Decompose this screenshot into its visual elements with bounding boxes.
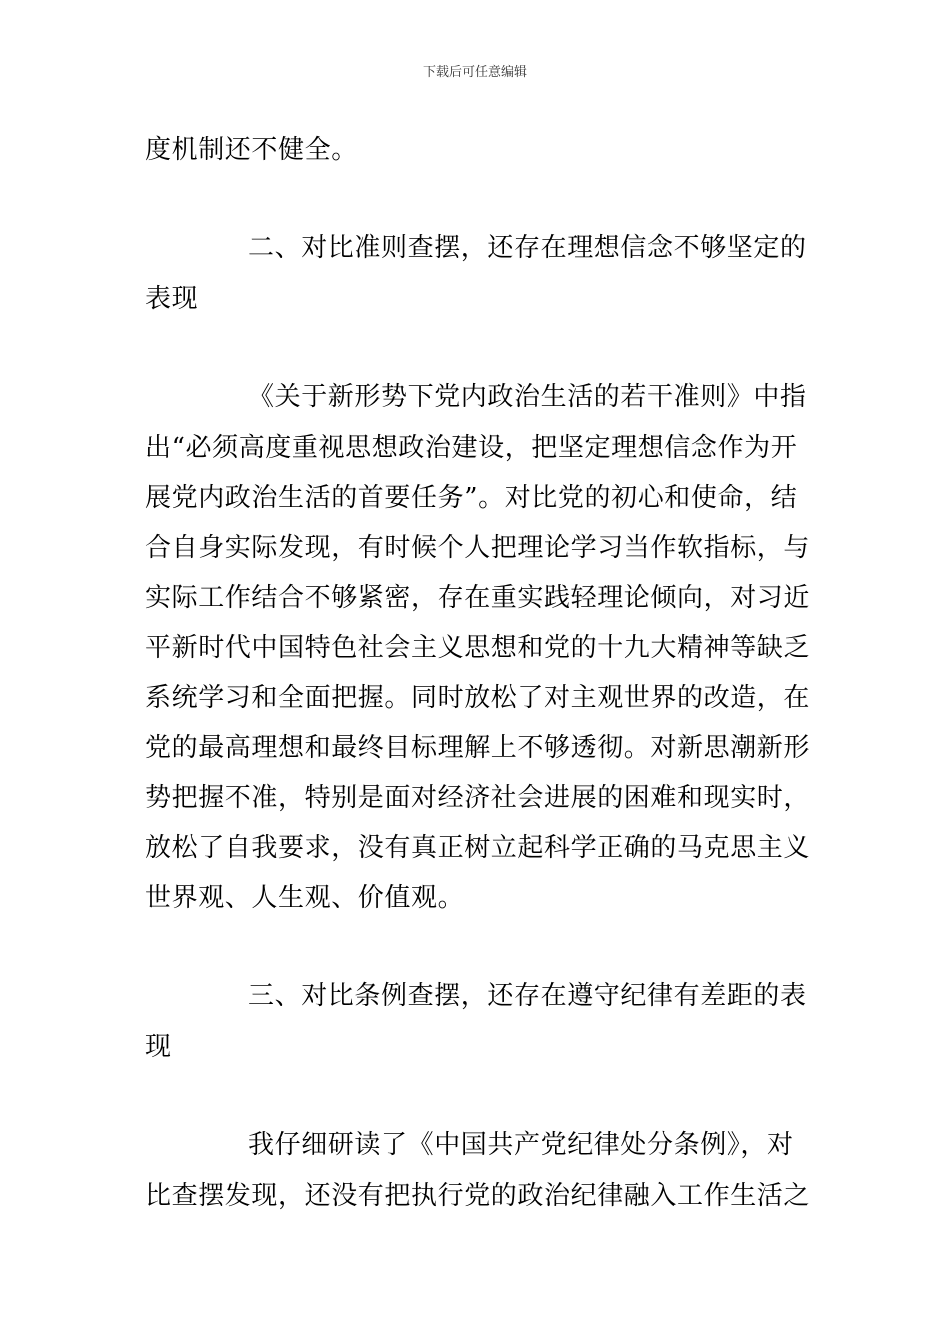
- paragraph-line: 系统学习和全面把握。同时放松了对主观世界的改造，在: [145, 683, 811, 713]
- paragraph-line: 合自身实际发现，有时候个人把理论学习当作软指标，与: [145, 533, 811, 563]
- section-heading-2-cont: 表现: [145, 284, 199, 314]
- paragraph-line: 展党内政治生活的首要任务”。对比党的初心和使命，结: [145, 483, 798, 513]
- paragraph-line: 我仔细研读了《中国共产党纪律处分条例》，对: [248, 1130, 794, 1160]
- paragraph-line: 世界观、人生观、价值观。: [145, 883, 465, 913]
- paragraph-line: 出“必须高度重视思想政治建设，把坚定理想信念作为开: [145, 433, 798, 463]
- paragraph-line: 放松了自我要求，没有真正树立起科学正确的马克思主义: [145, 833, 811, 863]
- paragraph-line: 《关于新形势下党内政治生活的若干准则》中指: [248, 382, 807, 412]
- paragraph-line: 平新时代中国特色社会主义思想和党的十九大精神等缺乏: [145, 633, 811, 663]
- paragraph-line: 党的最高理想和最终目标理解上不够透彻。对新思潮新形: [145, 733, 811, 763]
- paragraph-line: 比查摆发现，还没有把执行党的政治纪律融入工作生活之: [145, 1181, 811, 1211]
- section-heading-3-cont: 现: [145, 1032, 172, 1062]
- section-heading-2: 二、对比准则查摆，还存在理想信念不够坚定的: [248, 233, 807, 263]
- paragraph-line: 实际工作结合不够紧密，存在重实践轻理论倾向，对习近: [145, 583, 811, 613]
- paragraph-line: 势把握不准，特别是面对经济社会进展的困难和现实时，: [145, 783, 811, 813]
- page-header-note: 下载后可任意编辑: [422, 65, 527, 80]
- section-heading-3: 三、对比条例查摆，还存在遵守纪律有差距的表: [248, 981, 807, 1011]
- text-line: 度机制还不健全。: [145, 135, 358, 165]
